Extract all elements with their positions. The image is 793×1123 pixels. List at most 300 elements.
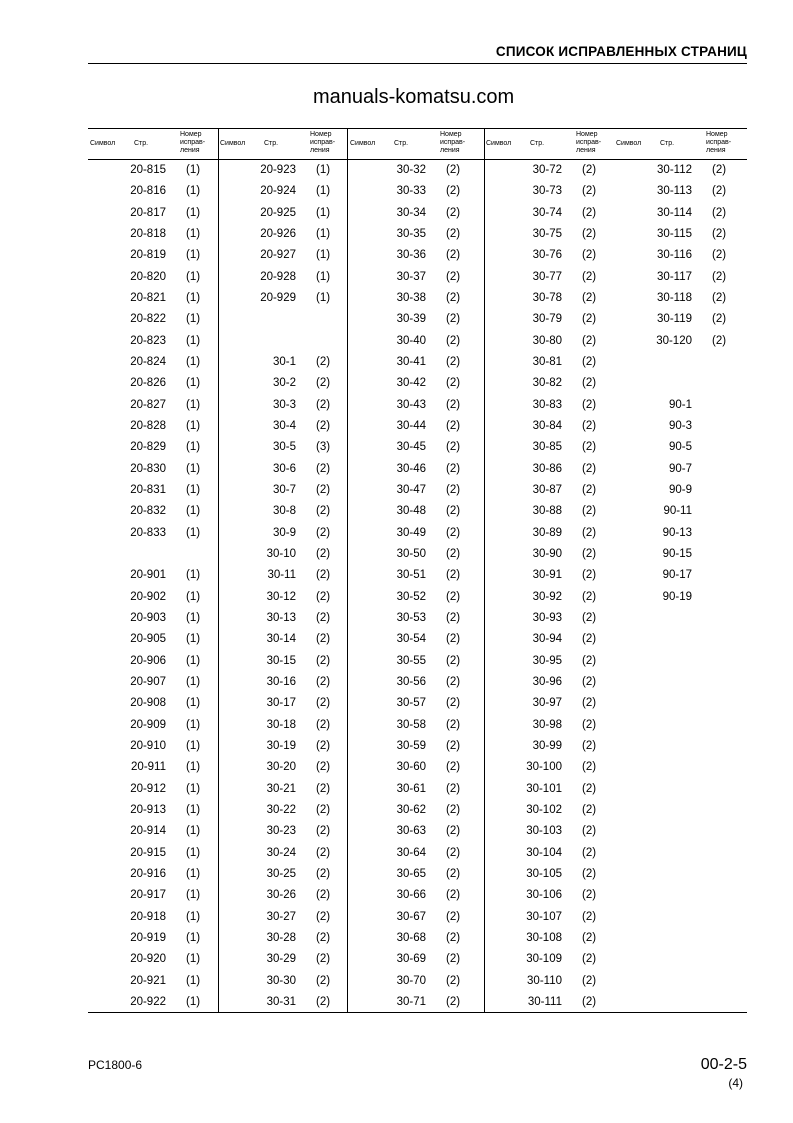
page-header: Стр. <box>530 140 545 147</box>
revision-cell: (2) <box>446 761 461 774</box>
page-cell: 30-99 <box>532 739 562 752</box>
page-cell: 90-11 <box>663 505 692 518</box>
revision-cell: (2) <box>316 526 331 539</box>
revision-cell: (2) <box>582 931 597 944</box>
revision-cell: (2) <box>712 227 727 240</box>
revision-header <box>576 131 601 155</box>
revision-cell: (2) <box>316 782 331 795</box>
revision-cell: (2) <box>582 206 597 219</box>
page-cell: 90-9 <box>668 483 692 496</box>
table-header <box>88 128 747 160</box>
revision-cell: (2) <box>712 164 727 176</box>
page-cell: 30-16 <box>266 675 296 688</box>
revision-cell: (1) <box>186 995 201 1008</box>
page-cell: 30-95 <box>532 654 562 667</box>
page-cell: 20-822 <box>130 313 166 326</box>
revision-cell: (1) <box>186 291 201 304</box>
page-cell: 20-818 <box>130 227 166 240</box>
revision-header-line: ления <box>310 147 330 154</box>
page-cell: 20-819 <box>130 249 166 262</box>
revision-cell: (2) <box>316 419 331 432</box>
revision-header-line: ления <box>440 147 460 154</box>
revision-cell: (1) <box>186 761 201 774</box>
revision-cell: (1) <box>186 569 201 582</box>
revision-header-line: Номер <box>576 131 598 138</box>
page-cell: 30-112 <box>657 164 692 176</box>
page-cell: 30-26 <box>266 889 296 902</box>
page-cell: 30-31 <box>266 995 296 1008</box>
revision-cell: (2) <box>446 739 461 752</box>
revision-cell: (2) <box>446 889 461 902</box>
revision-cell: (2) <box>446 569 461 582</box>
revision-cell: (1) <box>186 419 201 432</box>
page-cell: 20-824 <box>130 355 166 368</box>
revision-cell: (2) <box>446 931 461 944</box>
page-cell: 30-42 <box>396 377 426 390</box>
revision-cell: (1) <box>186 206 201 219</box>
page-cell: 30-113 <box>657 185 692 198</box>
page-cell: 20-921 <box>130 974 166 987</box>
page-cell: 30-104 <box>526 846 562 859</box>
revision-cell: (2) <box>582 249 597 262</box>
page-cell: 30-41 <box>396 355 426 368</box>
model-label: PC1800-6 <box>88 1058 143 1072</box>
revision-cell: (2) <box>446 313 461 326</box>
page-cell: 20-912 <box>130 782 166 795</box>
page-cell: 90-1 <box>668 398 692 411</box>
revision-cell: (1) <box>186 803 201 816</box>
revision-cell: (2) <box>712 270 727 283</box>
revision-cell: (2) <box>446 654 461 667</box>
revision-cell: (2) <box>316 825 331 838</box>
page-cell: 20-833 <box>130 526 166 539</box>
revision-cell: (1) <box>186 270 201 283</box>
page-cell: 30-40 <box>396 334 426 347</box>
revision-cell: (1) <box>186 377 201 390</box>
page-cell: 30-111 <box>527 995 562 1008</box>
page-cell: 30-11 <box>267 569 296 582</box>
page-cell: 30-64 <box>396 846 426 859</box>
page-cell: 30-107 <box>526 910 562 923</box>
page-cell: 30-96 <box>532 675 562 688</box>
watermark: manuals-komatsu.com <box>313 86 515 108</box>
page-cell: 30-89 <box>532 526 562 539</box>
revision-cell: (1) <box>186 931 201 944</box>
revision-cell: (1) <box>186 953 201 966</box>
revision-cell: (1) <box>186 974 201 987</box>
page-cell: 30-71 <box>396 995 426 1008</box>
revision-cell: (2) <box>316 953 331 966</box>
page-cell: 30-52 <box>396 590 426 603</box>
page-cell: 30-18 <box>266 718 296 731</box>
revision-cell: (2) <box>582 355 597 368</box>
page-cell: 30-6 <box>272 462 296 475</box>
revision-cell: (1) <box>316 249 331 262</box>
page-cell: 30-48 <box>396 505 426 518</box>
page-cell: 30-80 <box>532 334 562 347</box>
revision-cell: (2) <box>582 313 597 326</box>
revision-cell: (1) <box>186 889 201 902</box>
page-cell: 20-831 <box>130 483 166 496</box>
revision-cell: (2) <box>316 761 331 774</box>
page-cell: 30-82 <box>532 377 562 390</box>
revision-cell: (2) <box>712 291 727 304</box>
page-header: Стр. <box>134 140 149 147</box>
page-cell: 30-5 <box>272 441 296 454</box>
revision-cell: (2) <box>446 419 461 432</box>
page-cell: 30-8 <box>272 505 296 518</box>
page-cell: 30-120 <box>656 334 692 347</box>
page-cell: 30-14 <box>266 633 296 646</box>
page-cell: 30-20 <box>266 761 296 774</box>
page-cell: 20-901 <box>130 569 166 582</box>
revision-cell: (2) <box>582 334 597 347</box>
revision-cell: (2) <box>712 249 727 262</box>
page-cell: 90-15 <box>662 547 692 560</box>
revision-cell: (1) <box>316 164 331 176</box>
revision-cell: (2) <box>316 611 331 624</box>
page-cell: 30-119 <box>657 313 692 326</box>
revision-cell: (1) <box>186 398 201 411</box>
page-cell: 30-70 <box>396 974 426 987</box>
page-cell: 30-9 <box>272 526 296 539</box>
revision-cell: (2) <box>446 355 461 368</box>
page-cell: 30-17 <box>266 697 296 710</box>
revision-header <box>310 131 335 155</box>
revision-cell: (1) <box>186 846 201 859</box>
revision-cell: (1) <box>186 697 201 710</box>
page-cell: 30-91 <box>532 569 562 582</box>
page-cell: 20-907 <box>130 675 166 688</box>
column-divider <box>347 128 348 1012</box>
page-cell: 20-905 <box>130 633 166 646</box>
revision-cell: (2) <box>582 611 597 624</box>
revision-cell: (2) <box>446 675 461 688</box>
revision-cell: (2) <box>446 995 461 1008</box>
page-cell: 30-78 <box>532 291 562 304</box>
revision-cell: (2) <box>446 398 461 411</box>
revision-cell: (2) <box>316 462 331 475</box>
page-cell: 30-74 <box>532 206 562 219</box>
revision-cell: (2) <box>316 803 331 816</box>
page-cell: 30-114 <box>657 206 692 219</box>
revision-cell: (2) <box>582 185 597 198</box>
page-cell: 30-109 <box>526 953 562 966</box>
page-cell: 30-7 <box>272 483 296 496</box>
revision-cell: (2) <box>582 846 597 859</box>
page-cell: 30-87 <box>532 483 562 496</box>
revision-cell: (2) <box>316 889 331 902</box>
page-cell: 30-29 <box>266 953 296 966</box>
page-number: 00-2-5 <box>700 1056 747 1073</box>
revision-cell: (2) <box>446 462 461 475</box>
page-cell: 30-10 <box>266 547 296 560</box>
page-cell: 30-12 <box>266 590 296 603</box>
revision-cell: (2) <box>582 483 597 496</box>
revision-cell: (1) <box>186 718 201 731</box>
revision-cell: (2) <box>712 206 727 219</box>
revision-header <box>440 131 465 155</box>
revision-cell: (2) <box>446 483 461 496</box>
revision-header-line: исправ- <box>310 139 336 146</box>
page-cell: 30-98 <box>532 718 562 731</box>
revision-header <box>180 131 205 155</box>
revision-cell: (2) <box>582 697 597 710</box>
page-cell: 30-44 <box>396 419 426 432</box>
page-cell: 30-57 <box>396 697 426 710</box>
symbol-header: Символ <box>350 140 376 147</box>
page-cell: 20-909 <box>130 718 166 731</box>
page-cell: 30-62 <box>396 803 426 816</box>
page-cell: 30-83 <box>532 398 562 411</box>
page-cell: 30-61 <box>396 782 426 795</box>
revision-cell: (2) <box>582 953 597 966</box>
page-cell: 20-828 <box>130 419 166 432</box>
page-cell: 90-13 <box>662 526 692 539</box>
revision-cell: (2) <box>582 441 597 454</box>
page-cell: 30-103 <box>526 825 562 838</box>
revision-cell: (2) <box>446 910 461 923</box>
table-bottom-rule <box>88 1012 747 1013</box>
revision-cell: (3) <box>316 441 331 454</box>
page-cell: 30-115 <box>657 227 692 240</box>
revision-cell: (2) <box>446 334 461 347</box>
page-cell: 20-821 <box>130 291 166 304</box>
page-cell: 30-2 <box>272 377 296 390</box>
revision-cell: (1) <box>186 590 201 603</box>
page-cell: 30-55 <box>396 654 426 667</box>
page-cell: 30-39 <box>396 313 426 326</box>
revision-cell: (2) <box>316 633 331 646</box>
revision-cell: (2) <box>582 825 597 838</box>
revision-cell: (2) <box>446 270 461 283</box>
page-cell: 30-66 <box>396 889 426 902</box>
page-cell: 20-922 <box>130 995 166 1008</box>
revision-cell: (1) <box>186 505 201 518</box>
column-divider <box>484 128 485 1012</box>
revision-cell: (2) <box>446 846 461 859</box>
page-cell: 20-924 <box>260 185 296 198</box>
page-cell: 30-67 <box>396 910 426 923</box>
page-cell: 20-919 <box>130 931 166 944</box>
revision-cell: (2) <box>316 569 331 582</box>
revision-cell: (1) <box>186 355 201 368</box>
revision-cell: (2) <box>446 974 461 987</box>
revision-header-line: Номер <box>310 131 332 138</box>
revision-cell: (2) <box>582 462 597 475</box>
page-cell: 30-100 <box>526 761 562 774</box>
revision-cell: (1) <box>316 270 331 283</box>
page-cell: 20-927 <box>260 249 296 262</box>
revision-cell: (1) <box>316 185 331 198</box>
revision-cell: (1) <box>186 313 201 326</box>
page-cell: 30-77 <box>532 270 562 283</box>
revision-header-line: исправ- <box>576 139 602 146</box>
page-cell: 30-108 <box>526 931 562 944</box>
revision-cell: (2) <box>446 164 461 176</box>
revision-header-line: исправ- <box>180 139 206 146</box>
page-cell: 30-43 <box>396 398 426 411</box>
page-cell: 20-817 <box>130 206 166 219</box>
page-title: СПИСОК ИСПРАВЛЕННЫХ СТРАНИЦ <box>495 44 747 59</box>
symbol-header: Символ <box>220 140 246 147</box>
revision-header-line: ления <box>706 147 726 154</box>
page-cell: 90-17 <box>662 569 692 582</box>
page-cell: 30-46 <box>396 462 426 475</box>
page-header: Стр. <box>660 140 675 147</box>
revision-cell: (2) <box>582 505 597 518</box>
revision-cell: (2) <box>446 633 461 646</box>
page-cell: 30-23 <box>266 825 296 838</box>
page-cell: 30-94 <box>532 633 562 646</box>
page-cell: 30-30 <box>266 974 296 987</box>
page-cell: 20-928 <box>260 270 296 283</box>
page-cell: 30-97 <box>532 697 562 710</box>
revision-cell: (2) <box>446 867 461 880</box>
page-cell: 30-86 <box>532 462 562 475</box>
page-cell: 20-913 <box>130 803 166 816</box>
page-cell: 30-24 <box>266 846 296 859</box>
page-cell: 30-53 <box>396 611 426 624</box>
page-cell: 30-33 <box>396 185 426 198</box>
revision-cell: (2) <box>582 803 597 816</box>
page-cell: 20-827 <box>130 398 166 411</box>
page-cell: 20-826 <box>130 377 166 390</box>
revision-cell: (2) <box>446 505 461 518</box>
page-cell: 20-910 <box>130 739 166 752</box>
page-cell: 20-926 <box>260 227 296 240</box>
page-cell: 20-917 <box>130 889 166 902</box>
page-cell: 30-118 <box>657 291 692 304</box>
page-cell: 20-916 <box>130 867 166 880</box>
revision-cell: (1) <box>186 441 201 454</box>
revision-cell: (2) <box>316 867 331 880</box>
revision-cell: (2) <box>446 185 461 198</box>
revision-cell: (2) <box>582 377 597 390</box>
page-cell: 20-923 <box>260 164 296 176</box>
page-cell: 20-911 <box>131 761 166 774</box>
revision-cell: (2) <box>582 782 597 795</box>
revision-cell: (2) <box>582 718 597 731</box>
page-header: Стр. <box>394 140 409 147</box>
page-cell: 30-72 <box>532 164 562 176</box>
revision-cell: (2) <box>316 931 331 944</box>
revision-cell: (2) <box>582 867 597 880</box>
page-cell: 20-920 <box>130 953 166 966</box>
page-cell: 30-13 <box>266 611 296 624</box>
revision-cell: (2) <box>316 654 331 667</box>
revision-cell: (2) <box>446 249 461 262</box>
revision-cell: (2) <box>712 334 727 347</box>
revision-cell: (1) <box>186 782 201 795</box>
page-header: Стр. <box>264 140 279 147</box>
page-cell: 30-47 <box>396 483 426 496</box>
page-cell: 20-830 <box>130 462 166 475</box>
page-cell: 30-4 <box>272 419 296 432</box>
page-cell: 30-84 <box>532 419 562 432</box>
page-cell: 20-918 <box>130 910 166 923</box>
revision-header-line: ления <box>180 147 200 154</box>
page-cell: 30-101 <box>526 782 562 795</box>
revision-cell: (2) <box>582 164 597 176</box>
revision-cell: (1) <box>316 291 331 304</box>
revision-cell: (2) <box>316 483 331 496</box>
page-cell: 30-1 <box>272 355 296 368</box>
revision-cell: (2) <box>582 569 597 582</box>
revision-cell: (1) <box>186 164 201 176</box>
page-cell: 20-915 <box>130 846 166 859</box>
page-cell: 30-58 <box>396 718 426 731</box>
page-cell: 30-45 <box>396 441 426 454</box>
page-cell: 20-820 <box>130 270 166 283</box>
page-cell: 30-92 <box>532 590 562 603</box>
revision-cell: (1) <box>186 462 201 475</box>
revision-cell: (1) <box>186 526 201 539</box>
revision-cell: (1) <box>186 249 201 262</box>
revision-cell: (1) <box>316 206 331 219</box>
revision-cell: (2) <box>446 526 461 539</box>
revision-cell: (2) <box>446 291 461 304</box>
revision-cell: (2) <box>446 611 461 624</box>
revision-cell: (2) <box>582 227 597 240</box>
page-cell: 30-75 <box>532 227 562 240</box>
revision-cell: (1) <box>186 611 201 624</box>
revision-cell: (2) <box>316 675 331 688</box>
page-cell: 90-5 <box>668 441 692 454</box>
page-cell: 20-829 <box>130 441 166 454</box>
revision-cell: (2) <box>446 803 461 816</box>
revision-cell: (2) <box>316 505 331 518</box>
page-cell: 90-3 <box>668 419 692 432</box>
page-cell: 30-3 <box>272 398 296 411</box>
revision-cell: (2) <box>446 590 461 603</box>
symbol-header: Символ <box>90 140 116 147</box>
revision-cell: (2) <box>446 697 461 710</box>
page-cell: 30-65 <box>396 867 426 880</box>
page-cell: 30-15 <box>266 654 296 667</box>
page-cell: 30-68 <box>396 931 426 944</box>
revision-cell: (2) <box>446 718 461 731</box>
revision-header-line: Номер <box>180 131 202 138</box>
revision-cell: (1) <box>186 633 201 646</box>
revision-cell: (2) <box>316 355 331 368</box>
page-cell: 30-59 <box>396 739 426 752</box>
page-cell: 30-56 <box>396 675 426 688</box>
revision-header <box>706 131 731 155</box>
revision-cell: (2) <box>582 889 597 902</box>
page-cell: 30-37 <box>396 270 426 283</box>
revision-cell: (1) <box>186 867 201 880</box>
revision-cell: (2) <box>446 441 461 454</box>
revision-cell: (2) <box>316 547 331 560</box>
revision-cell: (2) <box>446 825 461 838</box>
revision-cell: (2) <box>582 675 597 688</box>
revision-cell: (2) <box>582 761 597 774</box>
page-cell: 30-27 <box>266 910 296 923</box>
revision-cell: (1) <box>186 739 201 752</box>
revision-cell: (2) <box>446 547 461 560</box>
revision-header-line: Номер <box>706 131 728 138</box>
revision-cell: (2) <box>316 995 331 1008</box>
revision-cell: (2) <box>316 846 331 859</box>
revision-cell: (2) <box>582 526 597 539</box>
page-cell: 30-34 <box>396 206 426 219</box>
page-cell: 20-903 <box>130 611 166 624</box>
revision-cell: (2) <box>582 910 597 923</box>
revision-cell: (2) <box>316 718 331 731</box>
page-cell: 30-81 <box>532 355 562 368</box>
page-cell: 30-116 <box>657 249 692 262</box>
